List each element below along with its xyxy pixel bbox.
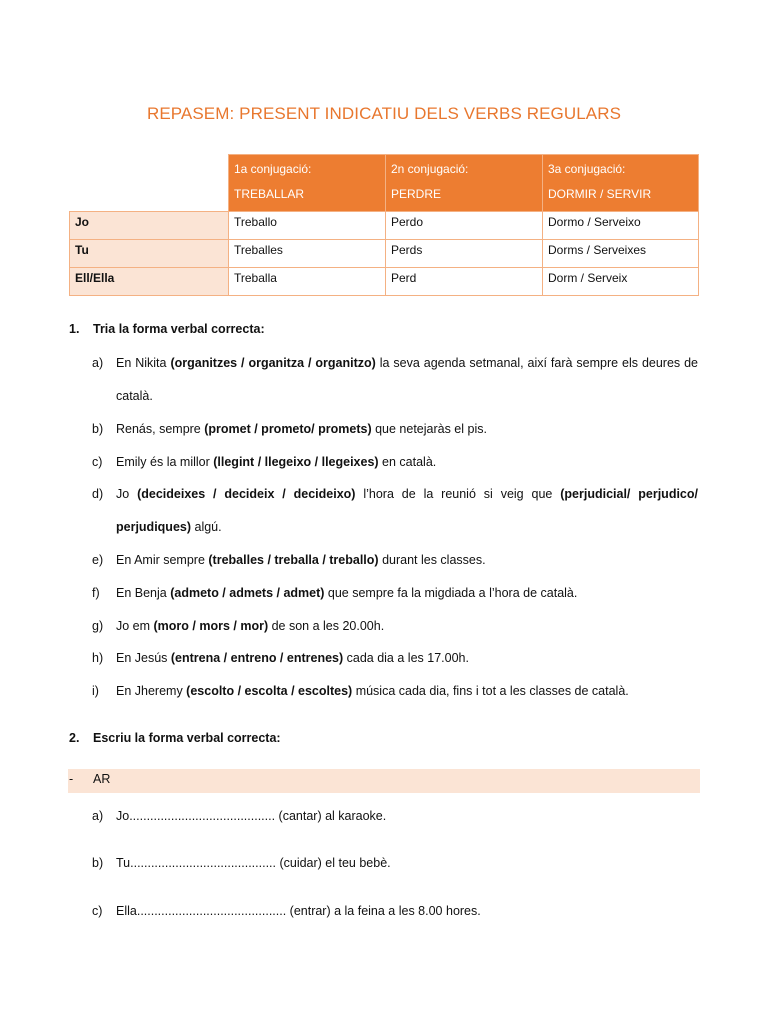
pronoun-cell: Jo: [70, 212, 229, 240]
list-item: d) Jo (decideixes / decideix / decideixo) l’hora de la reunió si veig que (perjudicial/ perjudico/ perjudiques) algú.: [92, 487, 698, 534]
conjugation-table: [69, 154, 699, 296]
table-cell: Treballa: [229, 268, 386, 296]
exercise-2-heading: 2. Escriu la forma verbal correcta:: [69, 731, 281, 745]
table-corner-cell: [70, 155, 229, 212]
list-item: b) Tu.......................................... (cuidar) el teu bebè.: [92, 856, 391, 870]
list-item: h) En Jesús (entrena / entreno / entrenes) cada dia a les 17.00h.: [92, 651, 469, 665]
table-cell: Dormo / Serveixo: [543, 212, 699, 240]
list-item: c) Ella........................................... (entrar) a la feina a les 8.00 hores.: [92, 904, 481, 918]
list-item: e) En Amir sempre (treballes / treballa / treballo) durant les classes.: [92, 553, 486, 567]
section-dash: -: [69, 772, 74, 786]
table-cell: Treballes: [229, 240, 386, 268]
section-label: AR: [93, 772, 111, 786]
list-item: f) En Benja (admeto / admets / admet) que sempre fa la migdiada a l’hora de català.: [92, 586, 578, 600]
exercise-1-heading: 1. Tria la forma verbal correcta:: [69, 322, 265, 336]
list-item: b) Renás, sempre (promet / prometo/ promets) que netejaràs el pis.: [92, 422, 487, 436]
list-item: g) Jo em (moro / mors / mor) de son a les 20.00h.: [92, 619, 385, 633]
list-item: i) En Jheremy (escolto / escolta / escoltes) música cada dia, fins i tot a les classes de català.: [92, 684, 629, 698]
table-header-cell: 3a conjugació: DORMIR / SERVIR: [543, 155, 699, 212]
table-row: [70, 240, 699, 268]
table-row: [70, 268, 699, 296]
table-row: [70, 212, 699, 240]
list-item: c) Emily és la millor (llegint / llegeixo / llegeixes) en català.: [92, 455, 437, 469]
table-header-cell: 2n conjugació: PERDRE: [386, 155, 543, 212]
table-header-row: [70, 155, 699, 212]
table-cell: Dorms / Serveixes: [543, 240, 699, 268]
table-header-cell: 1a conjugació: TREBALLAR: [229, 155, 386, 212]
table-cell: Perds: [386, 240, 543, 268]
section-bar-ar: [68, 769, 700, 793]
list-item: a) Jo.......................................... (cantar) al karaoke.: [92, 809, 387, 823]
table-cell: Perdo: [386, 212, 543, 240]
table-cell: Treballo: [229, 212, 386, 240]
pronoun-cell: Tu: [70, 240, 229, 268]
table-cell: Dorm / Serveix: [543, 268, 699, 296]
list-item: a) En Nikita (organitzes / organitza / organitzo) la seva agenda setmanal, així farà sempre els deures de català.: [92, 356, 699, 403]
pronoun-cell: Ell/Ella: [70, 268, 229, 296]
table-cell: Perd: [386, 268, 543, 296]
page-title: REPASEM: PRESENT INDICATIU DELS VERBS REGULARS: [146, 104, 622, 123]
